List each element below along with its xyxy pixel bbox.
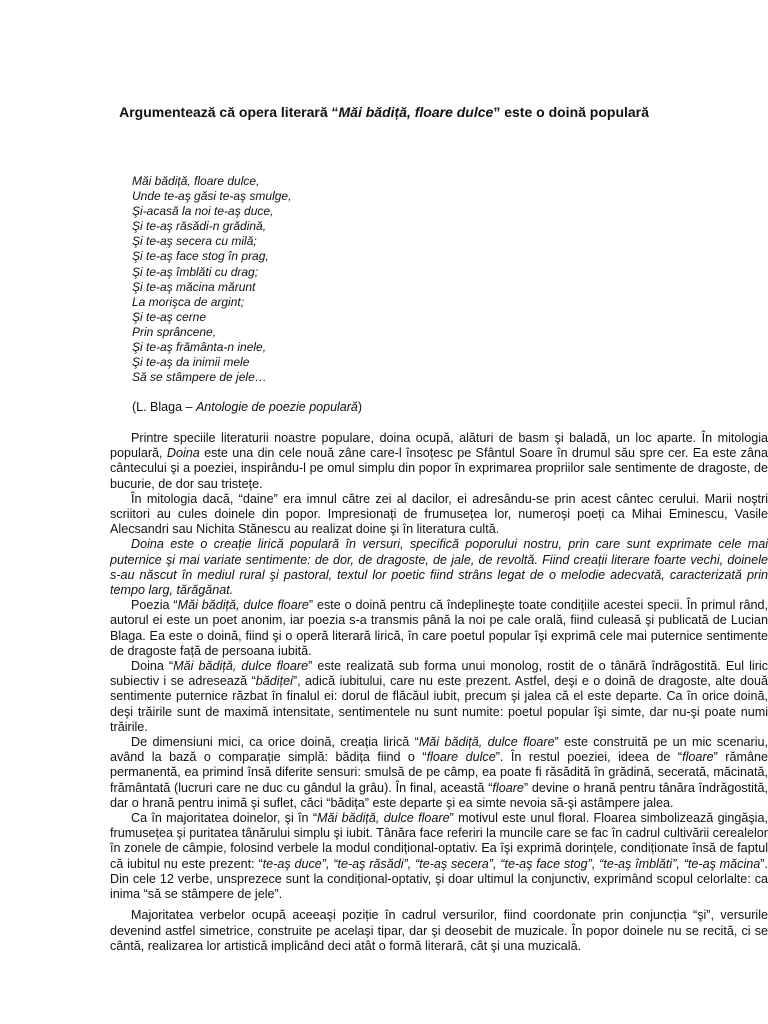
poem-line: Şi te-aş răsădi-n grădină, <box>132 219 267 234</box>
p7-c: ”. Din cele 12 verbe, unsprezece sunt la condițional-optativ, şi doar ultimul la conjunctiv, exprimând scopul celorlalte: ca inima “să se stâmpere de jele”. <box>110 856 768 902</box>
paragraph-4 <box>110 598 768 659</box>
poem-line: Şi te-aş secera cu milă; <box>132 234 257 249</box>
source-suffix: ) <box>357 400 363 414</box>
poem-line: Şi te-aş frământa-n inele, <box>132 340 267 355</box>
p6-d: ” rămâne permanentă, ea primind însă diferite sensuri: smulsă de pe câmp, ea poate fi răsădită în grădină, secerată, măcinată, frământată (lucruri care ne duc cu gândul la grâu). În final, această “ <box>110 750 768 795</box>
title-before: Argumentează că opera literară “ <box>119 104 339 120</box>
p4-a: Poezia “ <box>131 598 178 613</box>
page-title <box>0 104 768 120</box>
p6-title: Măi bădiță, dulce floare <box>418 735 555 750</box>
poem-line: Şi te-aş cerne <box>132 309 207 324</box>
poem-line: Şi te-aş face stog în prag, <box>132 249 269 264</box>
poem-source <box>132 400 362 414</box>
paragraph-8: Majoritatea verbelor ocupă aceeaşi poziție în cadrul versurilor, fiind coordonate prin conjuncția “şi”, versurile devenind astfel simetrice, construite pe acelaşi tipar, dar şi deosebit de muzicale. În popor doinele nu se recită, ci se cântă, realizarea lor artistică implicând deci atât o formă literară, cât şi una muzicală. <box>110 908 768 953</box>
poem-line: Măi bădiță, floare dulce, <box>132 174 260 188</box>
p7-title: Măi bădiță, dulce floare <box>317 811 450 826</box>
paragraph-1 <box>110 431 768 492</box>
source-book: Antologie de poezie populară <box>195 400 358 414</box>
paragraph-5 <box>110 659 768 735</box>
paragraph-3 <box>110 537 768 598</box>
p6-a: De dimensiuni mici, ca orice doină, creația lirică “ <box>131 735 419 750</box>
poem-line: La morişca de argint; <box>132 294 245 309</box>
p6-c: ”. În restul poeziei, ideea de “ <box>495 750 683 765</box>
p5-b: ” este realizată sub forma unui monolog, rostit de o tânără îndrăgostită. Eul liric subiectiv i se adresează “ <box>110 659 768 689</box>
p6-e: ” devine o hrană pentru tânăra îndrăgostită, dar o hrană pentru inimă şi suflet, căci “bădița” este departe şi ea simte nevoia să-şi astâmpere jalea. <box>110 780 768 810</box>
poem-line: Şi te-aş măcina mărunt <box>132 279 256 294</box>
p4-title: Măi bădiță, dulce floare <box>177 598 309 613</box>
p7-a: Ca în majoritatea doinelor, şi în “ <box>131 811 318 826</box>
p1-rest: este una din cele nouă zâne care-l însoțesc pe Sfântul Soare în drumul său spre cer. Ea este zâna cântecului şi a poeziei, inspirându-l pe omul simplu din popor în exprimarea propriilor sale sentimente de dragoste, de bucurie, de dor sau tristețe. <box>110 446 768 491</box>
p1-doina: Doina <box>166 446 200 461</box>
poem-block <box>132 174 291 385</box>
p5-a: Doina “ <box>131 659 174 674</box>
p7-verbs: te-aş duce”, “te-aş răsădi”, “te-aş secera”, “te-aş face stog”, “te-aş îmblăti”, “te-aş măcina <box>262 856 761 871</box>
p5-badita: bădiței <box>255 674 293 689</box>
poem-line: Şi-acasă la noi te-aş duce, <box>132 204 274 219</box>
p6-floare-3: floare <box>492 780 524 795</box>
p5-title: Măi bădiță, dulce floare <box>173 659 309 674</box>
poem-line: Unde te-aş găsi te-aş smulge, <box>132 189 292 204</box>
poem-line: Şi te-aş îmblăti cu drag; <box>132 264 259 279</box>
title-after: ” este o doină populară <box>493 104 649 120</box>
source-prefix: (L. Blaga – <box>132 400 196 414</box>
p6-floare-1: floare dulce <box>426 750 496 765</box>
paragraph-2: În mitologia dacă, “daine” era imnul către zei al dacilor, ei adresându-se prin acest cântec cerului. Marii noştri scriitori au cules doinele din popor. Impresionați de frumusețea lor, numeroşi poeți ca Mihai Eminescu, Vasile Alecsandri sau Nichita Stănescu au realizat doine şi în literatura cultă. <box>110 491 768 537</box>
p6-b: ” este construită pe un mic scenariu, având la bază o comparație simplă: bădița fiind o “ <box>110 735 768 765</box>
poem-line: Prin sprâncene, <box>132 324 217 339</box>
poem-line: Şi te-aş da inimii mele <box>132 355 250 370</box>
p7-b: ” motivul este unul floral. Floarea simbolizează gingăşia, frumusețea şi puritatea tânărului simplu şi iubit. Tânăra face referiri la muncile care se fac în cadrul cultivării cerealelor în zonele de câmpie, folosind verbele la modul condițional-optativ. Ea îşi exprimă dorințele, condiționate însă de faptul că iubitul nu este prezent: “ <box>110 811 768 871</box>
essay-body <box>110 431 768 954</box>
paragraph-6 <box>110 735 768 811</box>
paragraph-7 <box>110 811 768 902</box>
p1-text: Printre speciile literaturii noastre populare, doina ocupă, alături de basm şi baladă, un loc aparte. În mitologia populară, <box>110 431 768 461</box>
p5-c: ”, adică iubitului, care nu este prezent. Astfel, deşi e o doină de dragoste, alte două sentimente puternice răzbat în finalul ei: dorul de flăcăul iubit, precum şi jalea că el este departe. Ca în orice doină, deşi trăirile sunt de maximă intensitate, sentimentele nu sunt numite: poetul popular îşi simte, dar nu-şi poate numi trăirile. <box>110 674 768 734</box>
title-work: Măi bădiță, floare dulce <box>338 104 494 120</box>
p6-floare-2: floare <box>682 750 714 765</box>
p4-b: ” este o doină pentru că îndeplineşte toate condițiile acestei specii. În primul rând, autorul ei este un poet anonim, iar poezia s-a transmis până la noi pe cale orală, fiind culeasă şi publicată de Lucian Blaga. Ea este o doină, fiind şi o operă literară lirică, în care poetul popular îşi exprimă cele mai puternice sentimente de dragoste față de persoana iubită. <box>110 598 768 658</box>
poem-line: Să se stâmpere de jele… <box>132 370 267 385</box>
p3-text: Doina este o creație lirică populară în versuri, specifică poporului nostru, prin care sunt exprimate cele mai puternice şi mai variate sentimente: de dor, de dragoste, de jale, de revoltă. Fiind creații literare foarte vechi, doinele s-au născut în mediul rural şi pastoral, textul lor poetic fiind strâns legat de o melodie adecvată, caracterizată prin tempo larg, tărăgănat. <box>110 537 768 598</box>
